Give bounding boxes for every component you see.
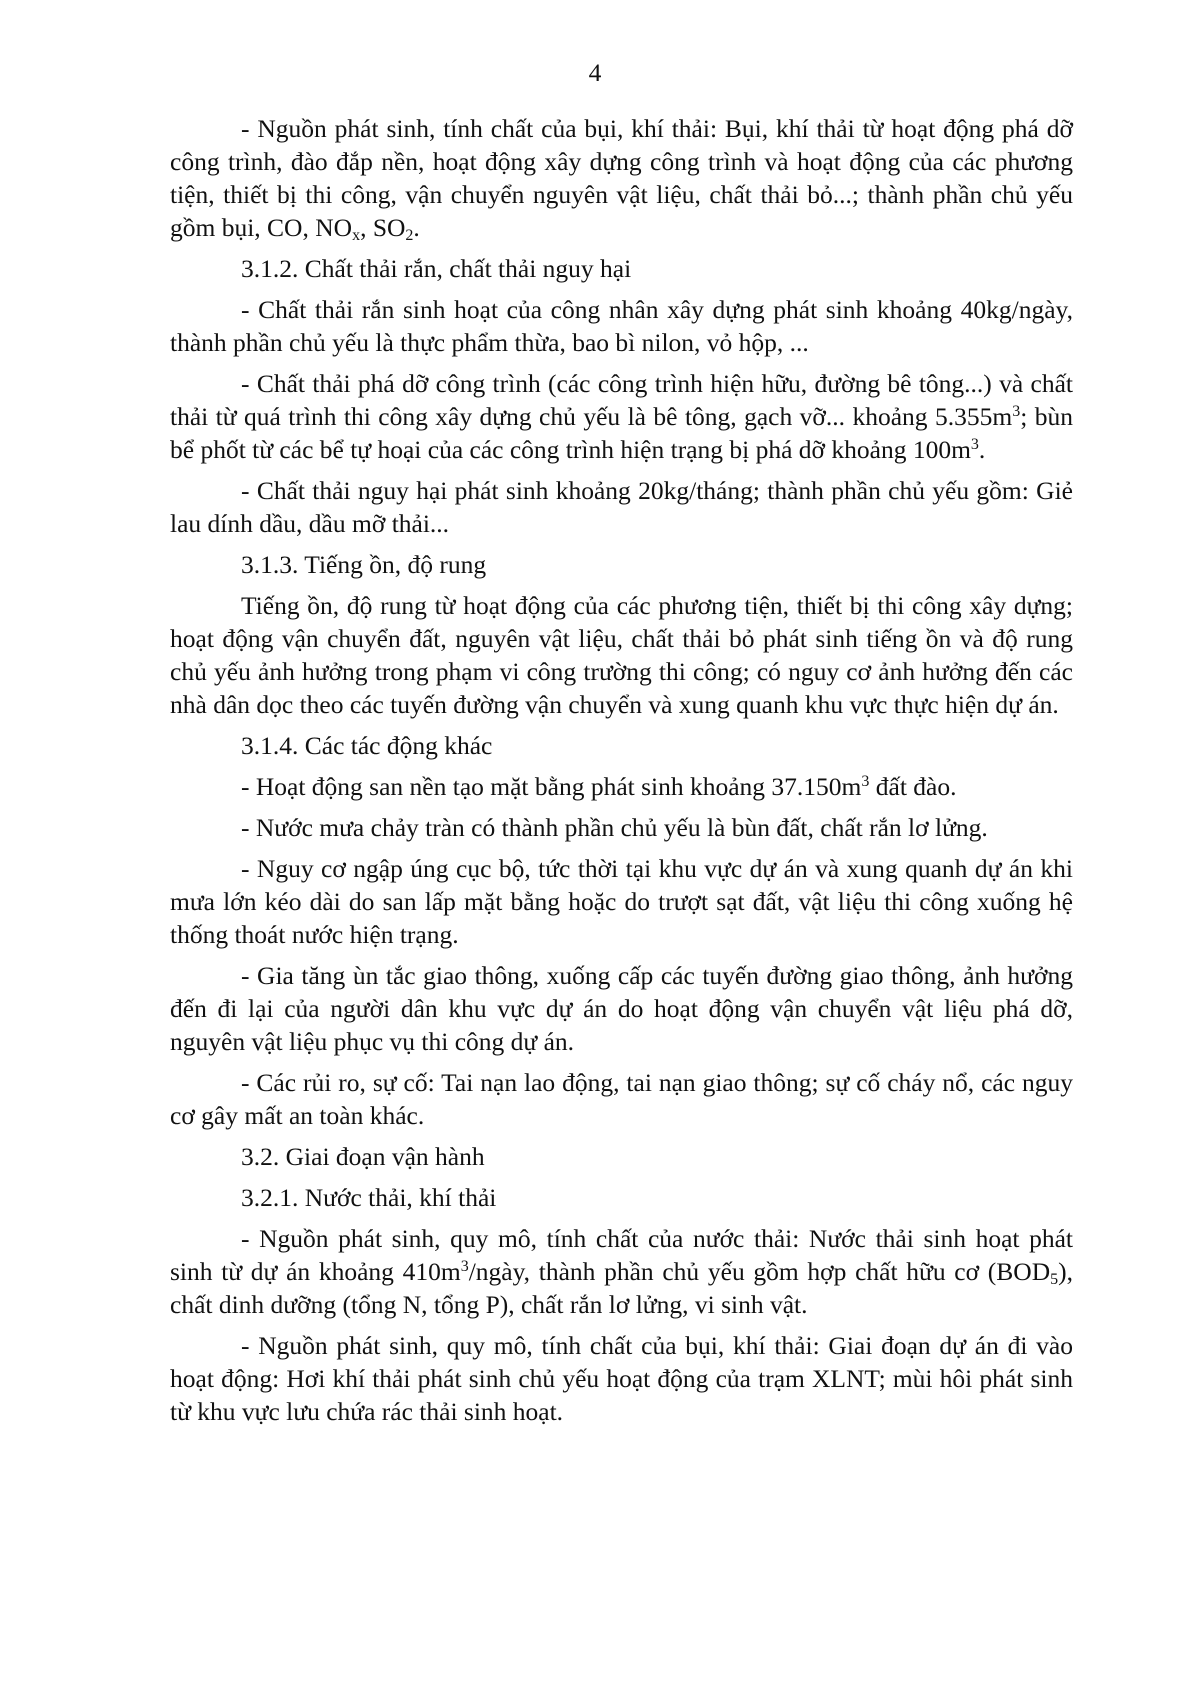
paragraph-flooding-risk: - Nguy cơ ngập úng cục bộ, tức thời tại khu vực dự án và xung quanh dự án khi mưa lớn kéo dài do san lấp mặt bằng hoặc do trượt sạt đất, vật liệu thi công xuống hệ thống thoát nước hiện trạng.: [170, 854, 1073, 949]
document-body: [170, 112, 1073, 1436]
paragraph-wastewater: - Nguồn phát sinh, quy mô, tính chất của nước thải: Nước thải sinh hoạt phát sinh từ dự án khoảng $410m^3$/ngày, thành phần chủ yếu gồm hợp chất hữu cơ $(BOD_5)$, chất dinh dưỡng (tổng N, tổng P), chất rắn lơ lửng, vi sinh vật.: [170, 1224, 1073, 1319]
heading-3-1-2: 3.1.2. Chất thải rắn, chất thải nguy hại: [241, 254, 632, 283]
page-number: 4: [588, 58, 602, 87]
paragraph-risks: - Các rủi ro, sự cố: Tai nạn lao động, tai nạn giao thông; sự cố cháy nổ, các nguy cơ gây mất an toàn khác.: [170, 1068, 1073, 1130]
paragraph-dust-emissions: - Nguồn phát sinh, tính chất của bụi, khí thải: Bụi, khí thải từ hoạt động phá dỡ công trình, đào đắp nền, hoạt động xây dựng công trình và hoạt động của các phương tiện, thiết bị thi công, vận chuyển nguyên vật liệu, chất thải bỏ...; thành phần chủ yếu gồm bụi, CO, $NO_x$, $SO_2$.: [170, 114, 1073, 244]
heading-3-2-1: 3.2.1. Nước thải, khí thải: [241, 1183, 497, 1212]
heading-3-1-3: 3.1.3. Tiếng ồn, độ rung: [241, 550, 487, 579]
paragraph-operation-emissions: - Nguồn phát sinh, quy mô, tính chất của bụi, khí thải: Giai đoạn dự án đi vào hoạt động: Hơi khí thải phát sinh chủ yếu hoạt động của trạm XLNT; mùi hôi phát sinh từ khu vực lưu chứa rác thải sinh hoạt.: [170, 1331, 1073, 1426]
heading-3-1-4: 3.1.4. Các tác động khác: [241, 731, 493, 760]
paragraph-noise-vibration: Tiếng ồn, độ rung từ hoạt động của các phương tiện, thiết bị thi công xây dựng; hoạt động vận chuyển đất, nguyên vật liệu, chất thải bỏ phát sinh tiếng ồn và độ rung chủ yếu ảnh hưởng trong phạm vi công trường thi công; có nguy cơ ảnh hưởng đến các nhà dân dọc theo các tuyến đường vận chuyển và xung quanh khu vực thực hiện dự án.: [170, 591, 1073, 719]
heading-3-2: 3.2. Giai đoạn vận hành: [241, 1142, 485, 1171]
paragraph-traffic: - Gia tăng ùn tắc giao thông, xuống cấp các tuyến đường giao thông, ảnh hưởng đến đi lại của người dân khu vực dự án do hoạt động vận chuyển vật liệu phá dỡ, nguyên vật liệu phục vụ thi công dự án.: [170, 961, 1073, 1056]
paragraph-solid-waste: - Chất thải rắn sinh hoạt của công nhân xây dựng phát sinh khoảng 40kg/ngày, thành phần chủ yếu là thực phẩm thừa, bao bì nilon, vỏ hộp, ...: [170, 295, 1073, 357]
paragraph-demolition-waste: - Chất thải phá dỡ công trình (các công trình hiện hữu, đường bê tông...) và chất thải từ quá trình thi công xây dựng chủ yếu là bê tông, gạch vỡ... khoảng $5.355m^3$; bùn bể phốt từ các bể tự hoại của các công trình hiện trạng bị phá dỡ khoảng $100m^3$.: [170, 369, 1073, 464]
paragraph-hazardous-waste: - Chất thải nguy hại phát sinh khoảng 20kg/tháng; thành phần chủ yếu gồm: Giẻ lau dính dầu, dầu mỡ thải...: [170, 476, 1073, 538]
paragraph-leveling: - Hoạt động san nền tạo mặt bằng phát sinh khoảng $37.150m^3$ đất đào.: [241, 772, 957, 801]
paragraph-runoff: - Nước mưa chảy tràn có thành phần chủ yếu là bùn đất, chất rắn lơ lửng.: [241, 813, 988, 842]
